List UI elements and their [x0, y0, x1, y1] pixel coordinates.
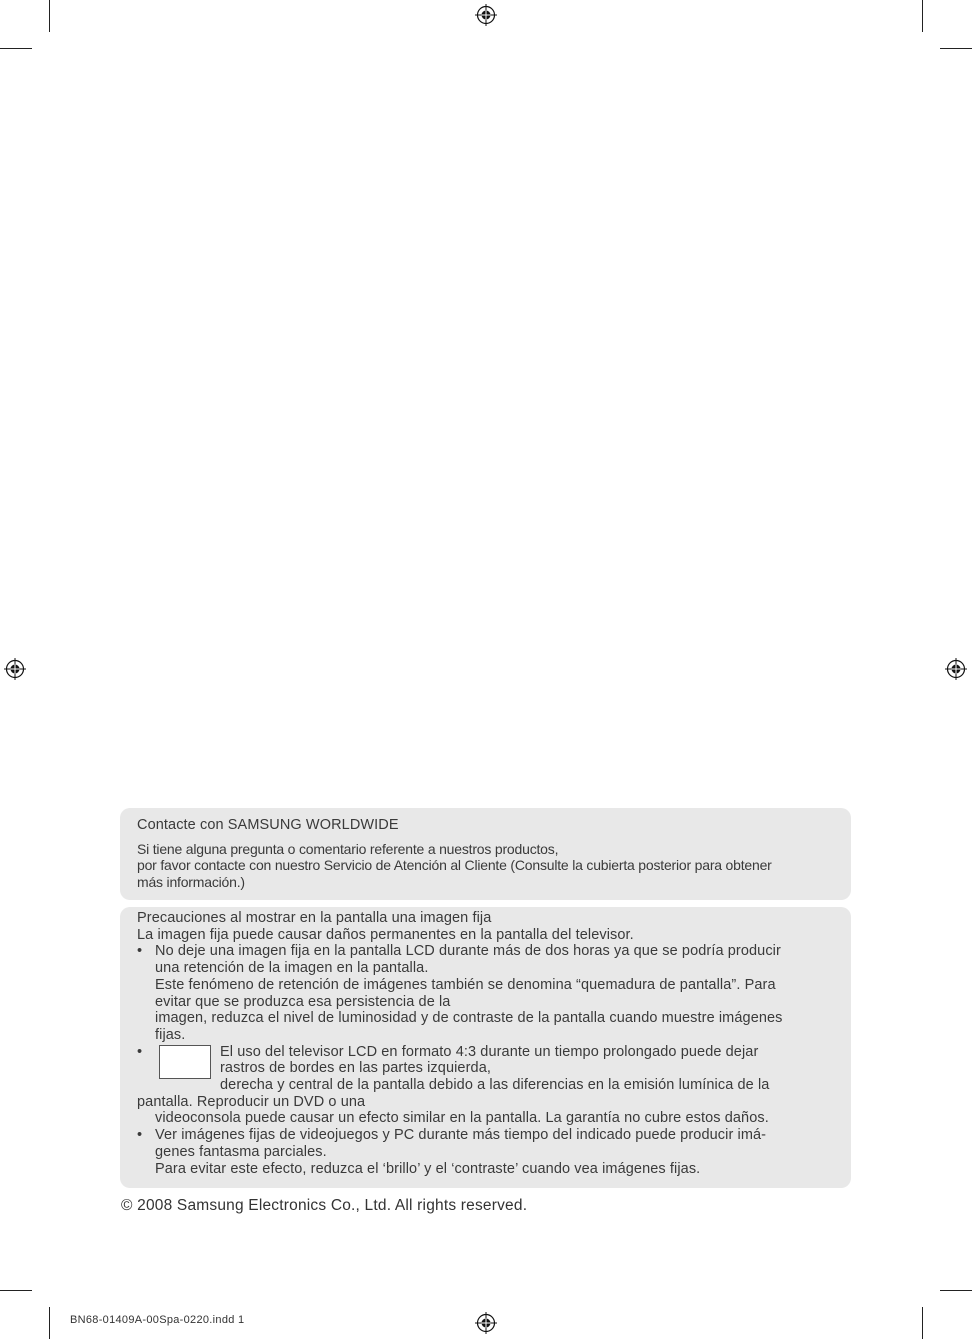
bullet-line: El uso del televisor LCD en formato 4:3 durante un tiempo prolongado puede dejar: [220, 1043, 759, 1060]
bullet-line: Este fenómeno de retención de imágenes también se denomina “quemadura de pantalla”. Para: [155, 976, 776, 993]
crop-mark: [49, 0, 50, 32]
crop-mark: [922, 0, 923, 32]
bullet-dot: •: [137, 943, 143, 960]
contact-line: más información.): [137, 874, 245, 891]
bullet-line: genes fantasma parciales.: [155, 1143, 327, 1160]
bullet-item: [137, 943, 851, 1043]
contact-title: Contacte con SAMSUNG WORLDWIDE: [137, 817, 399, 833]
crop-mark: [922, 1307, 923, 1339]
bullet-line: pantalla. Reproducir un DVD o una: [137, 1093, 366, 1110]
bullet-item: [137, 1127, 851, 1177]
bullet-image-row: [155, 1044, 851, 1094]
bullet-dot: •: [137, 1127, 143, 1144]
registration-mark-icon: [945, 658, 967, 680]
precautions-box: [120, 907, 851, 1188]
bullet-line: evitar que se produzca esa persistencia de la: [155, 993, 451, 1010]
contact-line: Si tiene alguna pregunta o comentario referente a nuestros productos,: [137, 840, 559, 857]
bullet-line: fijas.: [155, 1026, 186, 1043]
bullet-line: Ver imágenes fijas de videojuegos y PC durante más tiempo del indicado puede producir imá-: [155, 1127, 767, 1144]
crop-mark: [940, 48, 972, 49]
bullet-item: [137, 1044, 851, 1128]
bullet-line: rastros de bordes en las partes izquierda,: [220, 1060, 491, 1077]
bullet-dot: •: [137, 1043, 143, 1060]
crop-mark: [0, 1290, 32, 1291]
bullet-line: Para evitar este efecto, reduzca el ‘brillo’ y el ‘contraste’ cuando vea imágenes fijas.: [155, 1160, 701, 1177]
contact-box: [120, 808, 851, 900]
crop-mark: [49, 1307, 50, 1339]
bullet-line: No deje una imagen fija en la pantalla LCD durante más de dos horas ya que se podría producir: [155, 943, 781, 960]
registration-mark-icon: [475, 1312, 497, 1334]
crop-mark: [940, 1290, 972, 1291]
bullet-line: imagen, reduzca el nivel de luminosidad y de contraste de la pantalla cuando muestre imágenes: [155, 1010, 783, 1027]
bullet-line: derecha y central de la pantalla debido a las diferencias en la emisión lumínica de la: [220, 1077, 770, 1094]
screen-format-image: [159, 1045, 211, 1079]
precautions-subtitle: La imagen fija puede causar daños permanentes en la pantalla del televisor.: [137, 926, 634, 943]
crop-mark: [0, 48, 32, 49]
bullet-line: una retención de la imagen en la pantalla.: [155, 960, 429, 977]
precautions-title: Precauciones al mostrar en la pantalla una imagen fija: [137, 910, 492, 926]
bullet-line: videoconsola puede causar un efecto similar en la pantalla. La garantía no cubre estos daños.: [155, 1110, 769, 1127]
registration-mark-icon: [4, 658, 26, 680]
contact-line: por favor contacte con nuestro Servicio de Atención al Cliente (Consulte la cubierta posterior para obtener: [137, 857, 772, 874]
registration-mark-icon: [475, 4, 497, 26]
print-slug: BN68-01409A-00Spa-0220.indd 1: [70, 1314, 245, 1326]
copyright-text: © 2008 Samsung Electronics Co., Ltd. All rights reserved.: [121, 1197, 528, 1214]
